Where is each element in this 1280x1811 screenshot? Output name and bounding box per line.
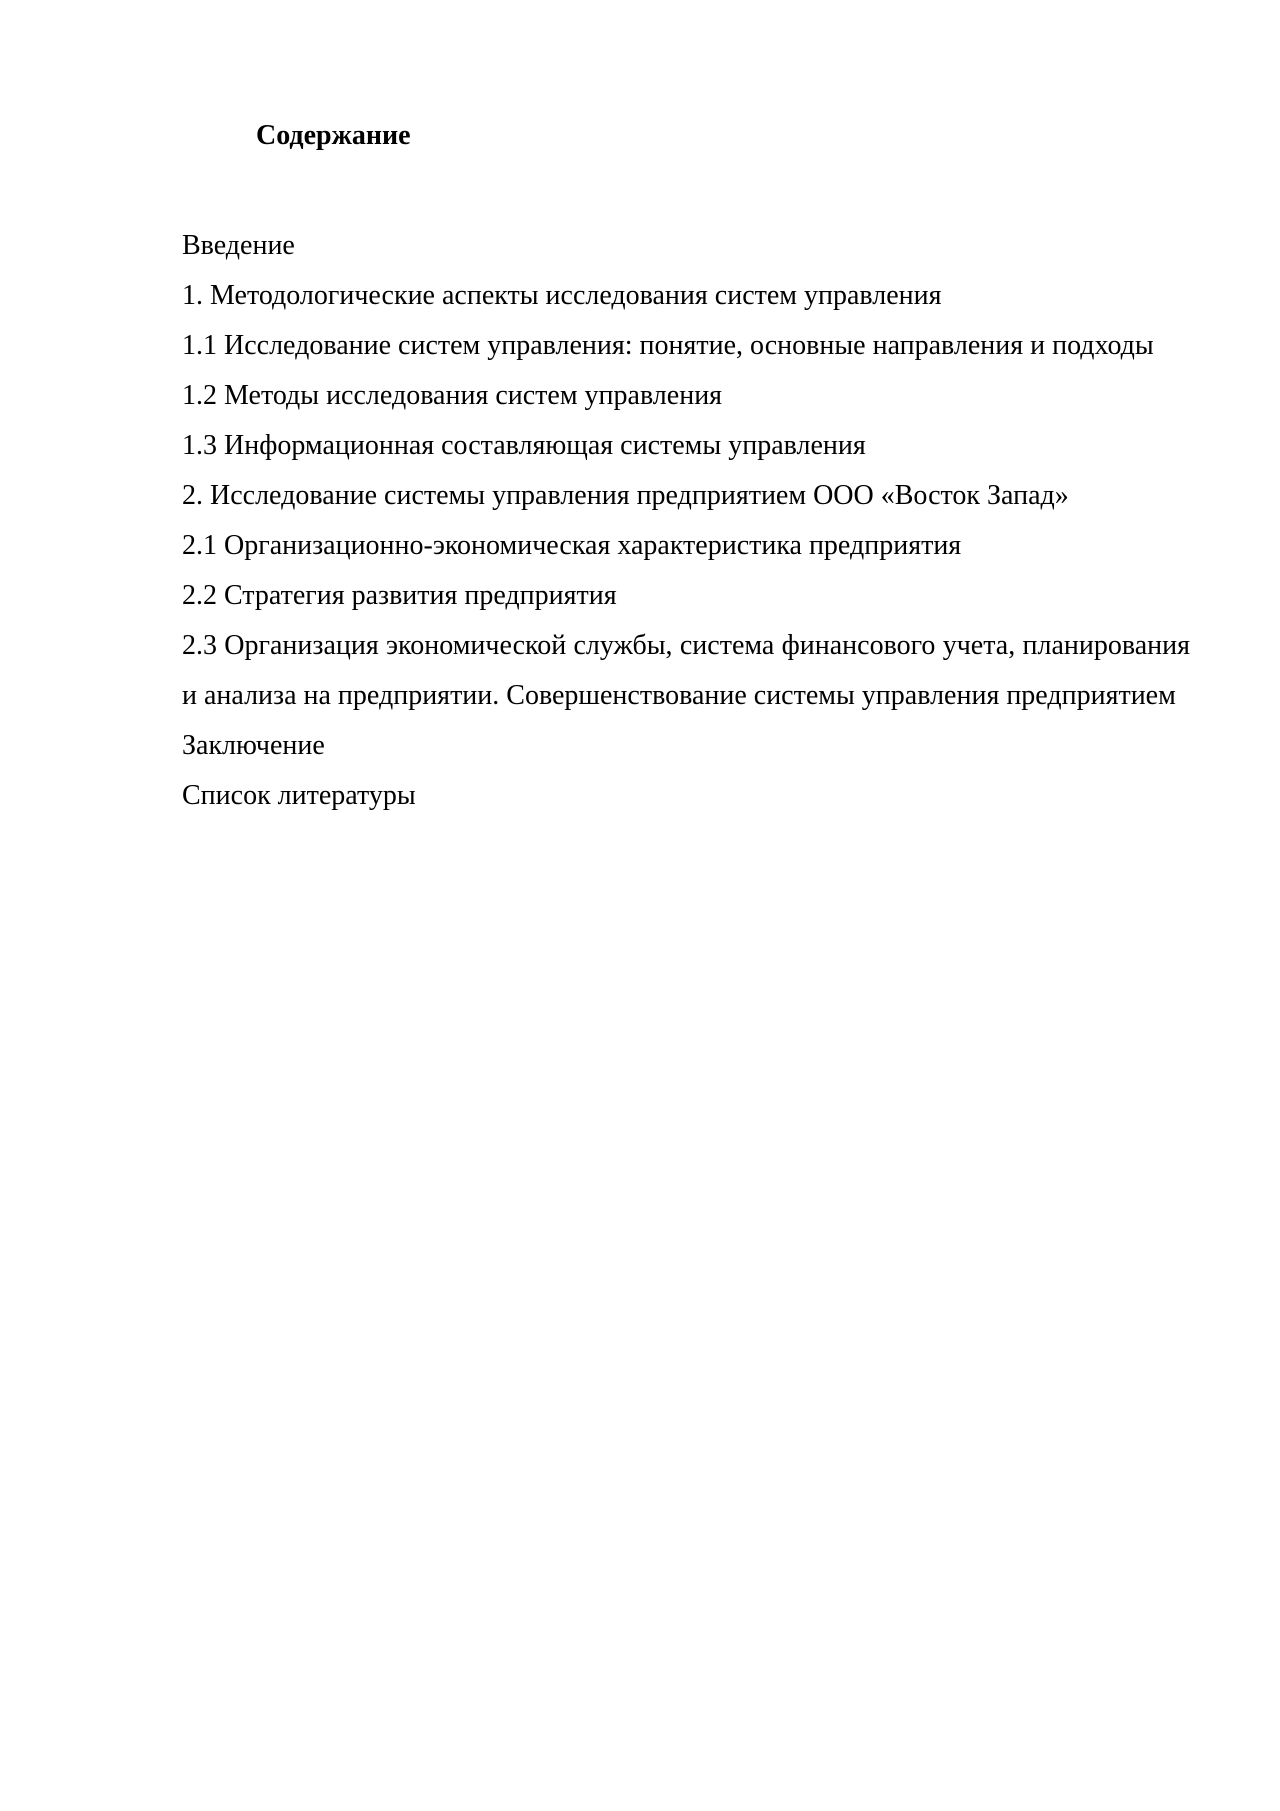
toc-entry-introduction: Введение (182, 230, 295, 261)
toc-entry-section-2-2: 2.2 Стратегия развития предприятия (182, 580, 617, 611)
toc-entry-section-2-1: 2.1 Организационно-экономическая характеристика предприятия (182, 530, 962, 561)
page-title: Содержание (256, 120, 411, 151)
toc-entry-conclusion: Заключение (182, 730, 325, 761)
toc-entry-bibliography: Список литературы (182, 780, 416, 811)
toc-entry-section-1-3: 1.3 Информационная составляющая системы управления (182, 430, 866, 461)
toc-entry-section-2-3: 2.3 Организация экономической службы, система финансового учета, планирования и анализа на предприятии. Совершенствование системы управления предприятием (182, 630, 1190, 711)
toc-entry-chapter-2: 2. Исследование системы управления предприятием ООО «Восток Запад» (182, 480, 1069, 511)
toc-entry-section-1-2: 1.2 Методы исследования систем управления (182, 380, 723, 411)
toc-entry-chapter-1: 1. Методологические аспекты исследования систем управления (182, 280, 942, 311)
toc-entry-section-1-1: 1.1 Исследование систем управления: понятие, основные направления и подходы (182, 330, 1154, 361)
table-of-contents (182, 221, 1190, 821)
